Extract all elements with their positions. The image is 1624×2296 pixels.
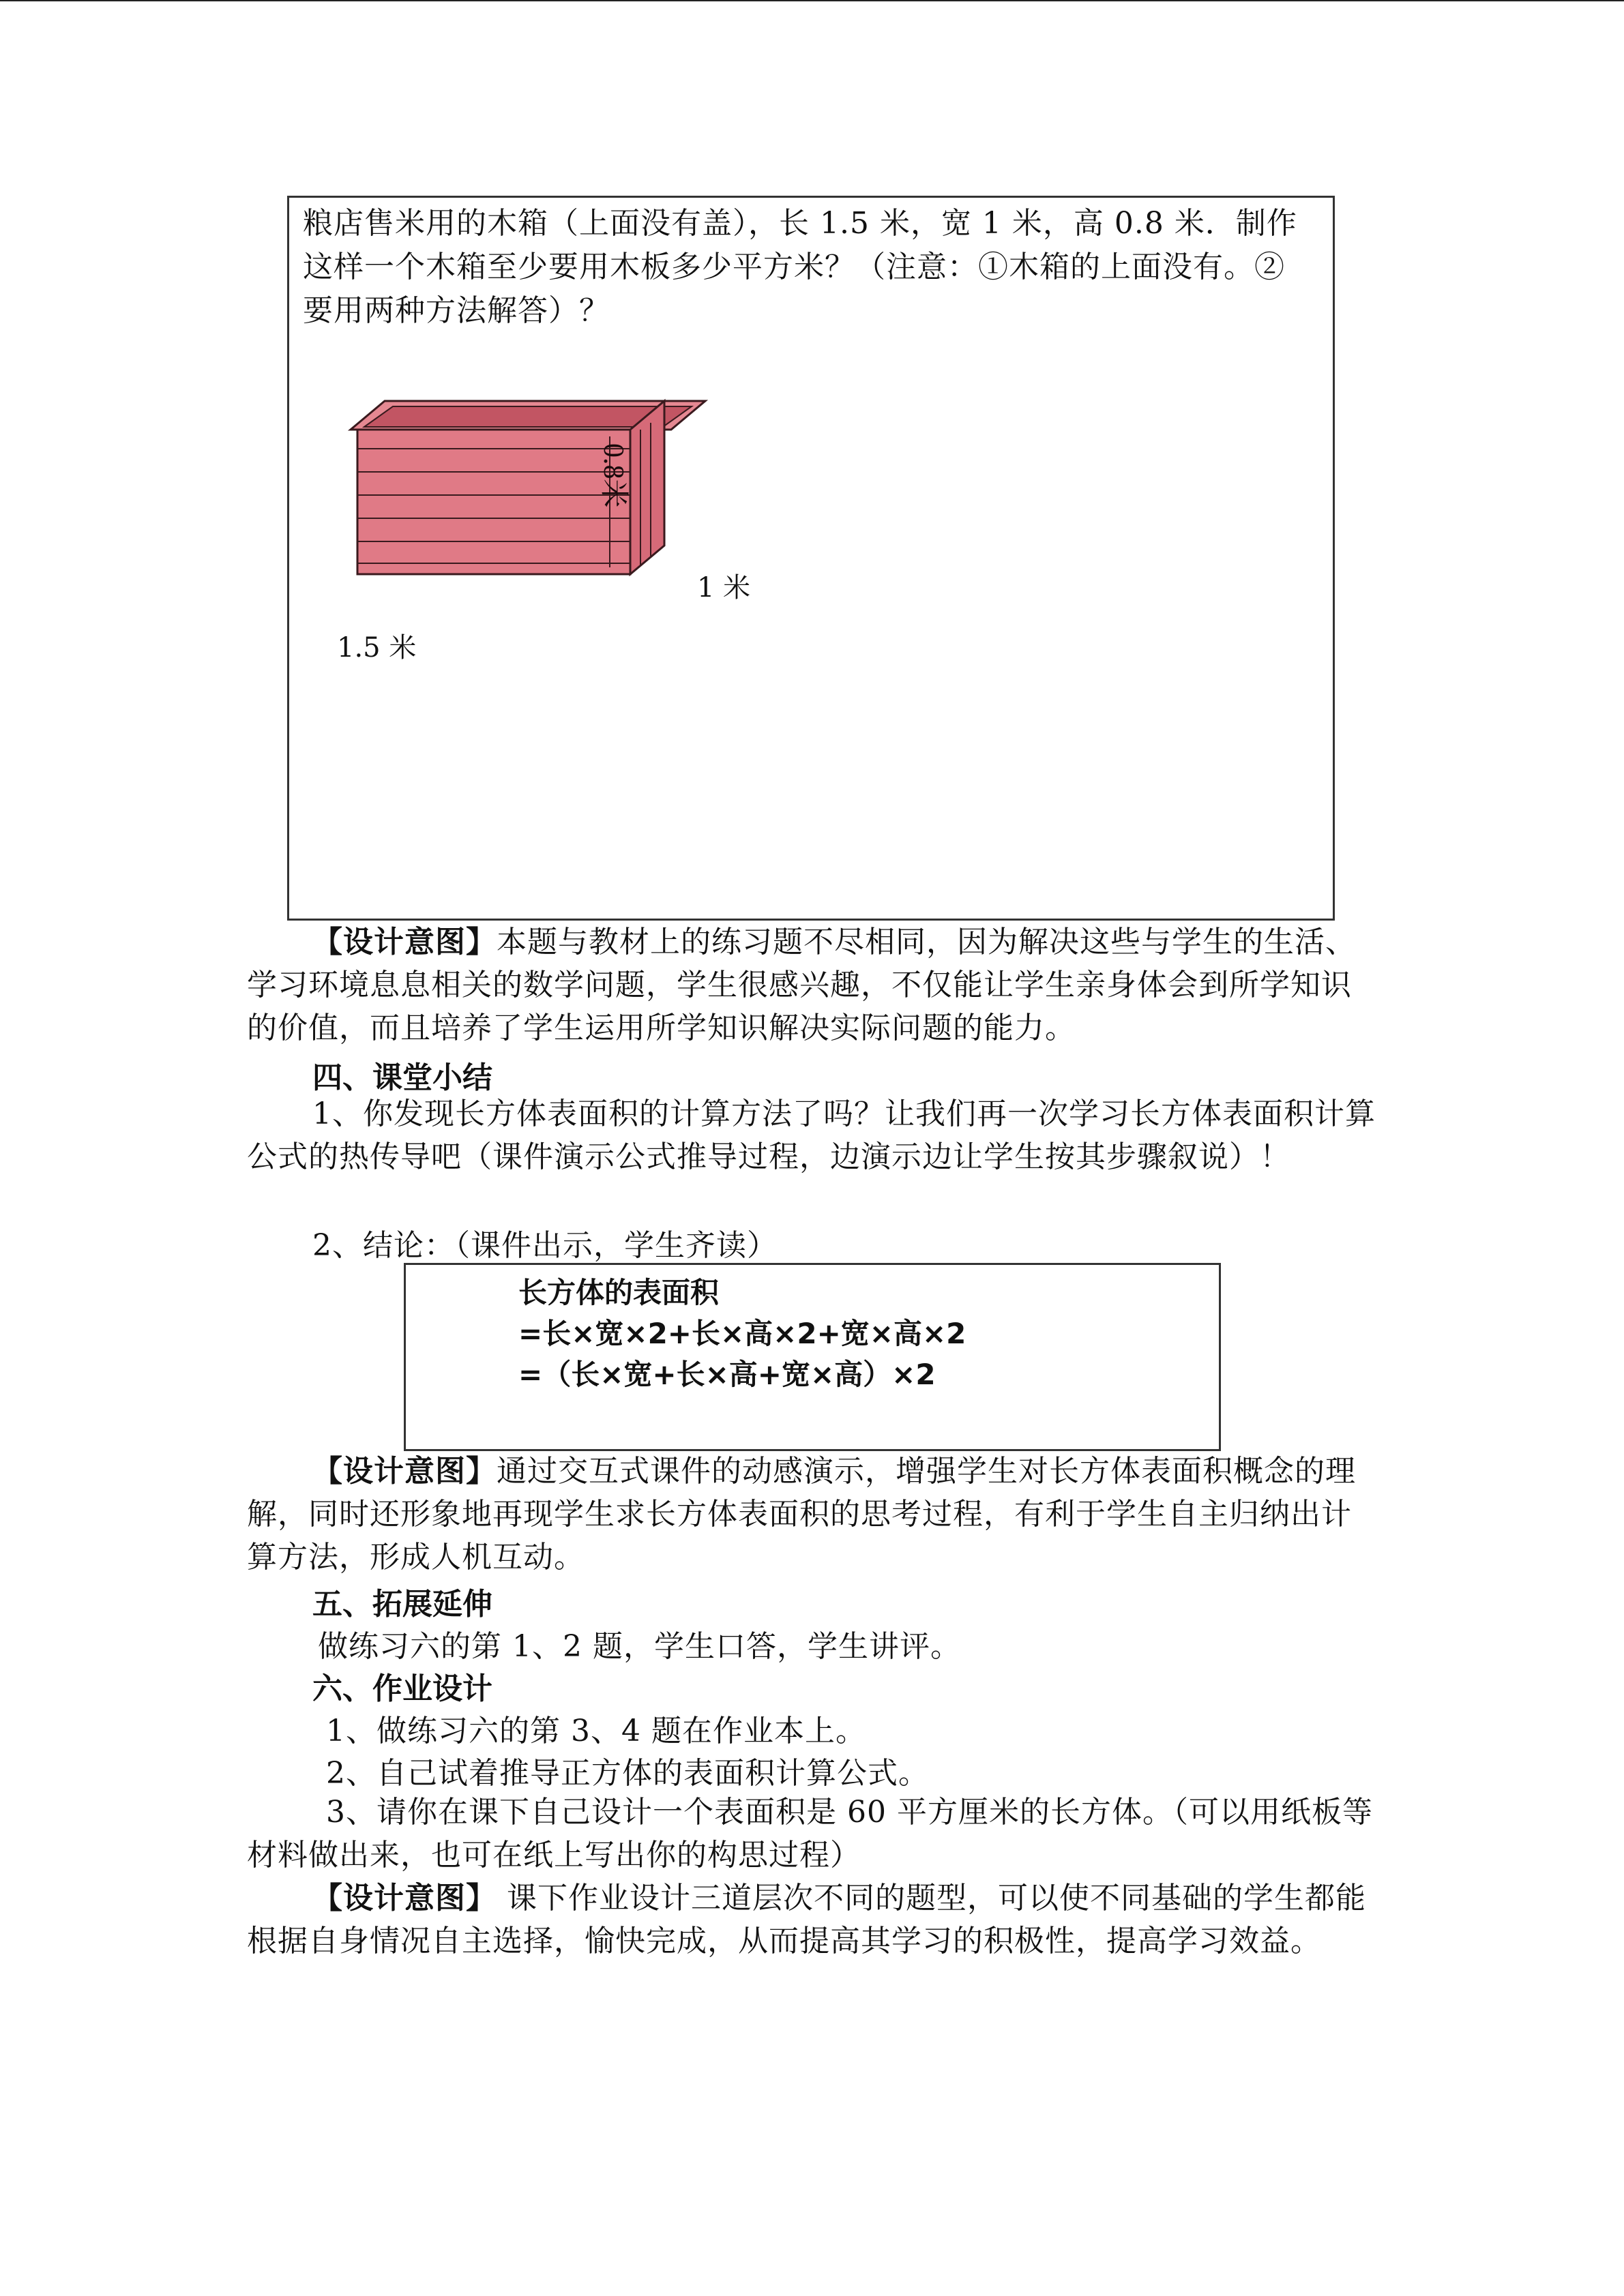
page-top-rule [0,0,1624,1]
problem-box [287,196,1335,921]
box-width-label: 1 米 [697,572,751,603]
section-6-heading: 六、作业设计 [312,1671,492,1706]
design-intent-tag: 【设计意图】 [312,1881,497,1915]
design-intent-tag: 【设计意图】 [312,1454,497,1489]
section-6-item-1: 1、做练习六的第 3、4 题在作业本上。 [326,1714,866,1748]
section-6-item-2: 2、自己试着推导正方体的表面积计算公式。 [326,1756,929,1791]
formula-line-1: 长方体的表面积 [518,1276,720,1309]
design-intent-1 [247,921,1379,1049]
section-5-text: 做练习六的第 1、2 题，学生口答，学生讲评。 [318,1629,961,1664]
section-4-item-2: 2、结论：（课件出示，学生齐读） [312,1228,778,1263]
formula-line-2: =长×宽×2+长×高×2+宽×高×2 [518,1317,966,1350]
section-4-heading: 四、课堂小结 [312,1060,492,1095]
formula-box [404,1263,1221,1451]
design-intent-2 [247,1450,1379,1579]
box-side-face [630,401,664,574]
design-intent-text: 本题与教材上的练习题不尽相同，因为解决这些与学生的生活、学习环境息息相关的数学问题，学生很感兴趣，不仅能让学生亲身体会到所学知识的价值，而且培养了学生运用所学知识解决实际问题的能力。 [247,925,1356,1045]
box-height-label: 0.8米 [597,443,629,508]
section-6-item-3: 3、请你在课下自己设计一个表面积是 60 平方厘米的长方体。（可以用纸板等材料做出来，也可在纸上写出你的构思过程） [247,1795,1373,1873]
design-intent-text: 通过交互式课件的动感演示，增强学生对长方体表面积概念的理解，同时还形象地再现学生求长方体表面积的思考过程，有利于学生自主归纳出计算方法，形成人机互动。 [247,1454,1356,1575]
section-4-item-1: 1、你发现长方体表面积的计算方法了吗？让我们再一次学习长方体表面积计算公式的热传导吧（课件演示公式推导过程，边演示边让学生按其步骤叙说）！ [247,1097,1376,1174]
problem-text: 粮店售米用的木箱（上面没有盖），长 1.5 米，宽 1 米，高 0.8 米．制作这样一个木箱至少要用木板多少平方米？（注意：①木箱的上面没有。②要用两种方法解答）？ [303,206,1297,328]
design-intent-text: 课下作业设计三道层次不同的题型，可以使不同基础的学生都能根据自身情况自主选择，愉快完成，从而提高其学习的积极性，提高学习效益。 [247,1881,1366,1958]
section-5-heading: 五、拓展延伸 [312,1587,492,1622]
wooden-box-figure [330,389,712,580]
box-front-face [357,430,630,574]
design-intent-tag: 【设计意图】 [312,925,497,959]
formula-line-3: =（长×宽+长×高+宽×高）×2 [518,1358,936,1391]
box-length-label: 1.5 米 [337,632,417,664]
design-intent-3 [247,1877,1379,1963]
